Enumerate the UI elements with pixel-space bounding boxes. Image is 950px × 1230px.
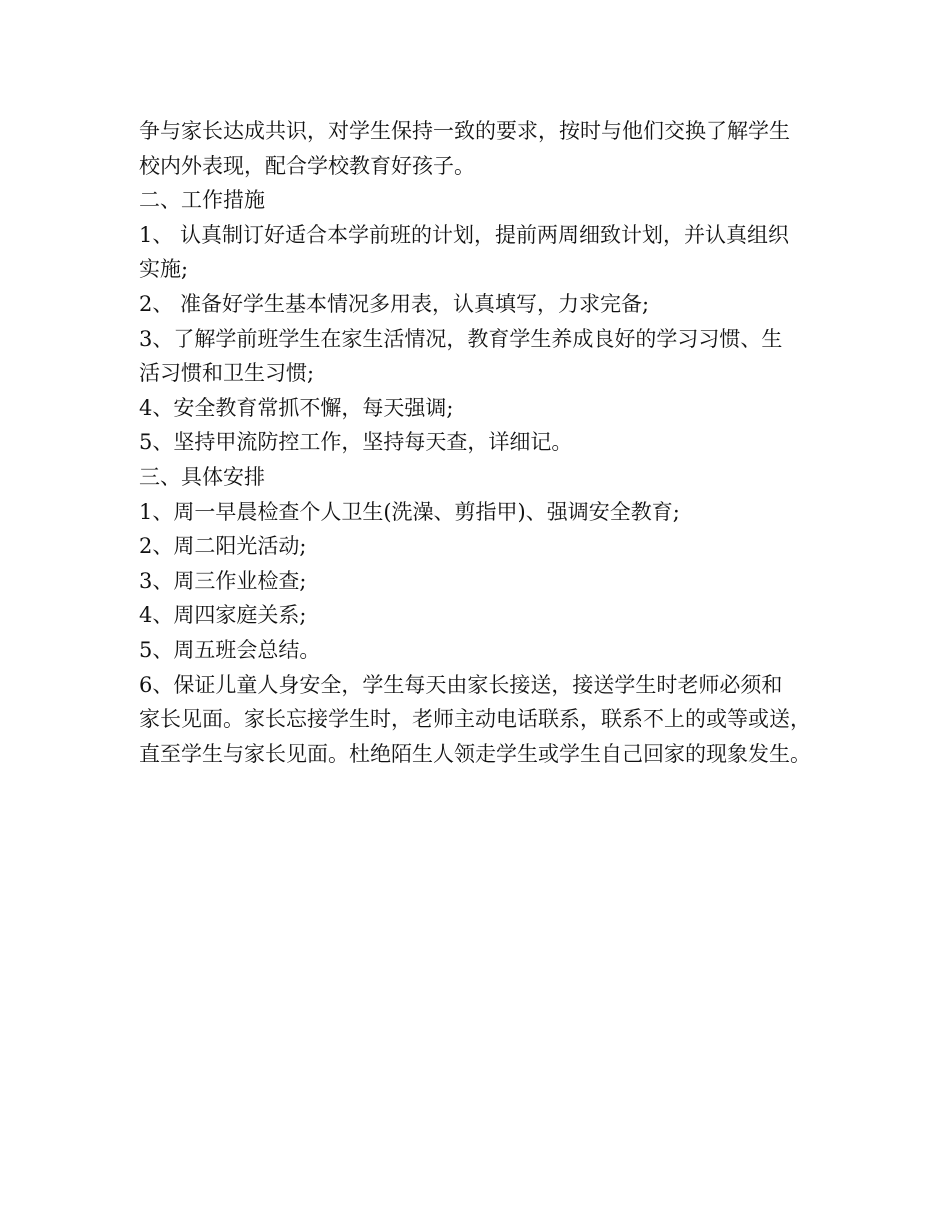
section-heading: 二、工作措施 <box>139 188 265 213</box>
list-item-continuation: 活习惯和卫生习惯; <box>139 361 315 386</box>
document-body <box>139 114 839 771</box>
list-item: 4、安全教育常抓不懈，每天强调; <box>139 395 454 420</box>
list-item: 3、了解学前班学生在家生活情况，教育学生养成良好的学习习惯、生 <box>139 326 783 351</box>
list-item-continuation: 实施; <box>139 257 189 282</box>
list-item: 2、 准备好学生基本情况多用表，认真填写，力求完备; <box>139 291 650 316</box>
list-item-continuation: 家长见面。家长忘接学生时，老师主动电话联系，联系不上的或等或送， <box>139 707 811 732</box>
list-item: 5、坚持甲流防控工作，坚持每天查，详细记。 <box>139 430 573 455</box>
list-item: 2、周二阳光活动; <box>139 534 307 559</box>
list-item: 4、周四家庭关系; <box>139 603 307 628</box>
list-item: 5、周五班会总结。 <box>139 637 321 662</box>
section-heading: 三、具体安排 <box>139 464 265 489</box>
list-item: 1、周一早晨检查个人卫生(洗澡、剪指甲)、强调安全教育; <box>139 499 680 524</box>
list-item: 1、 认真制订好适合本学前班的计划，提前两周细致计划，并认真组织 <box>139 222 790 247</box>
body-text-line: 争与家长达成共识，对学生保持一致的要求，按时与他们交换了解学生 <box>139 119 790 143</box>
list-item-continuation: 直至学生与家长见面。杜绝陌生人领走学生或学生自己回家的现象发生。 <box>139 741 811 766</box>
list-item: 3、周三作业检查; <box>139 568 307 593</box>
list-item: 6、保证儿童人身安全，学生每天由家长接送，接送学生时老师必须和 <box>139 672 783 697</box>
body-text-line: 校内外表现，配合学校教育好孩子。 <box>139 153 475 178</box>
